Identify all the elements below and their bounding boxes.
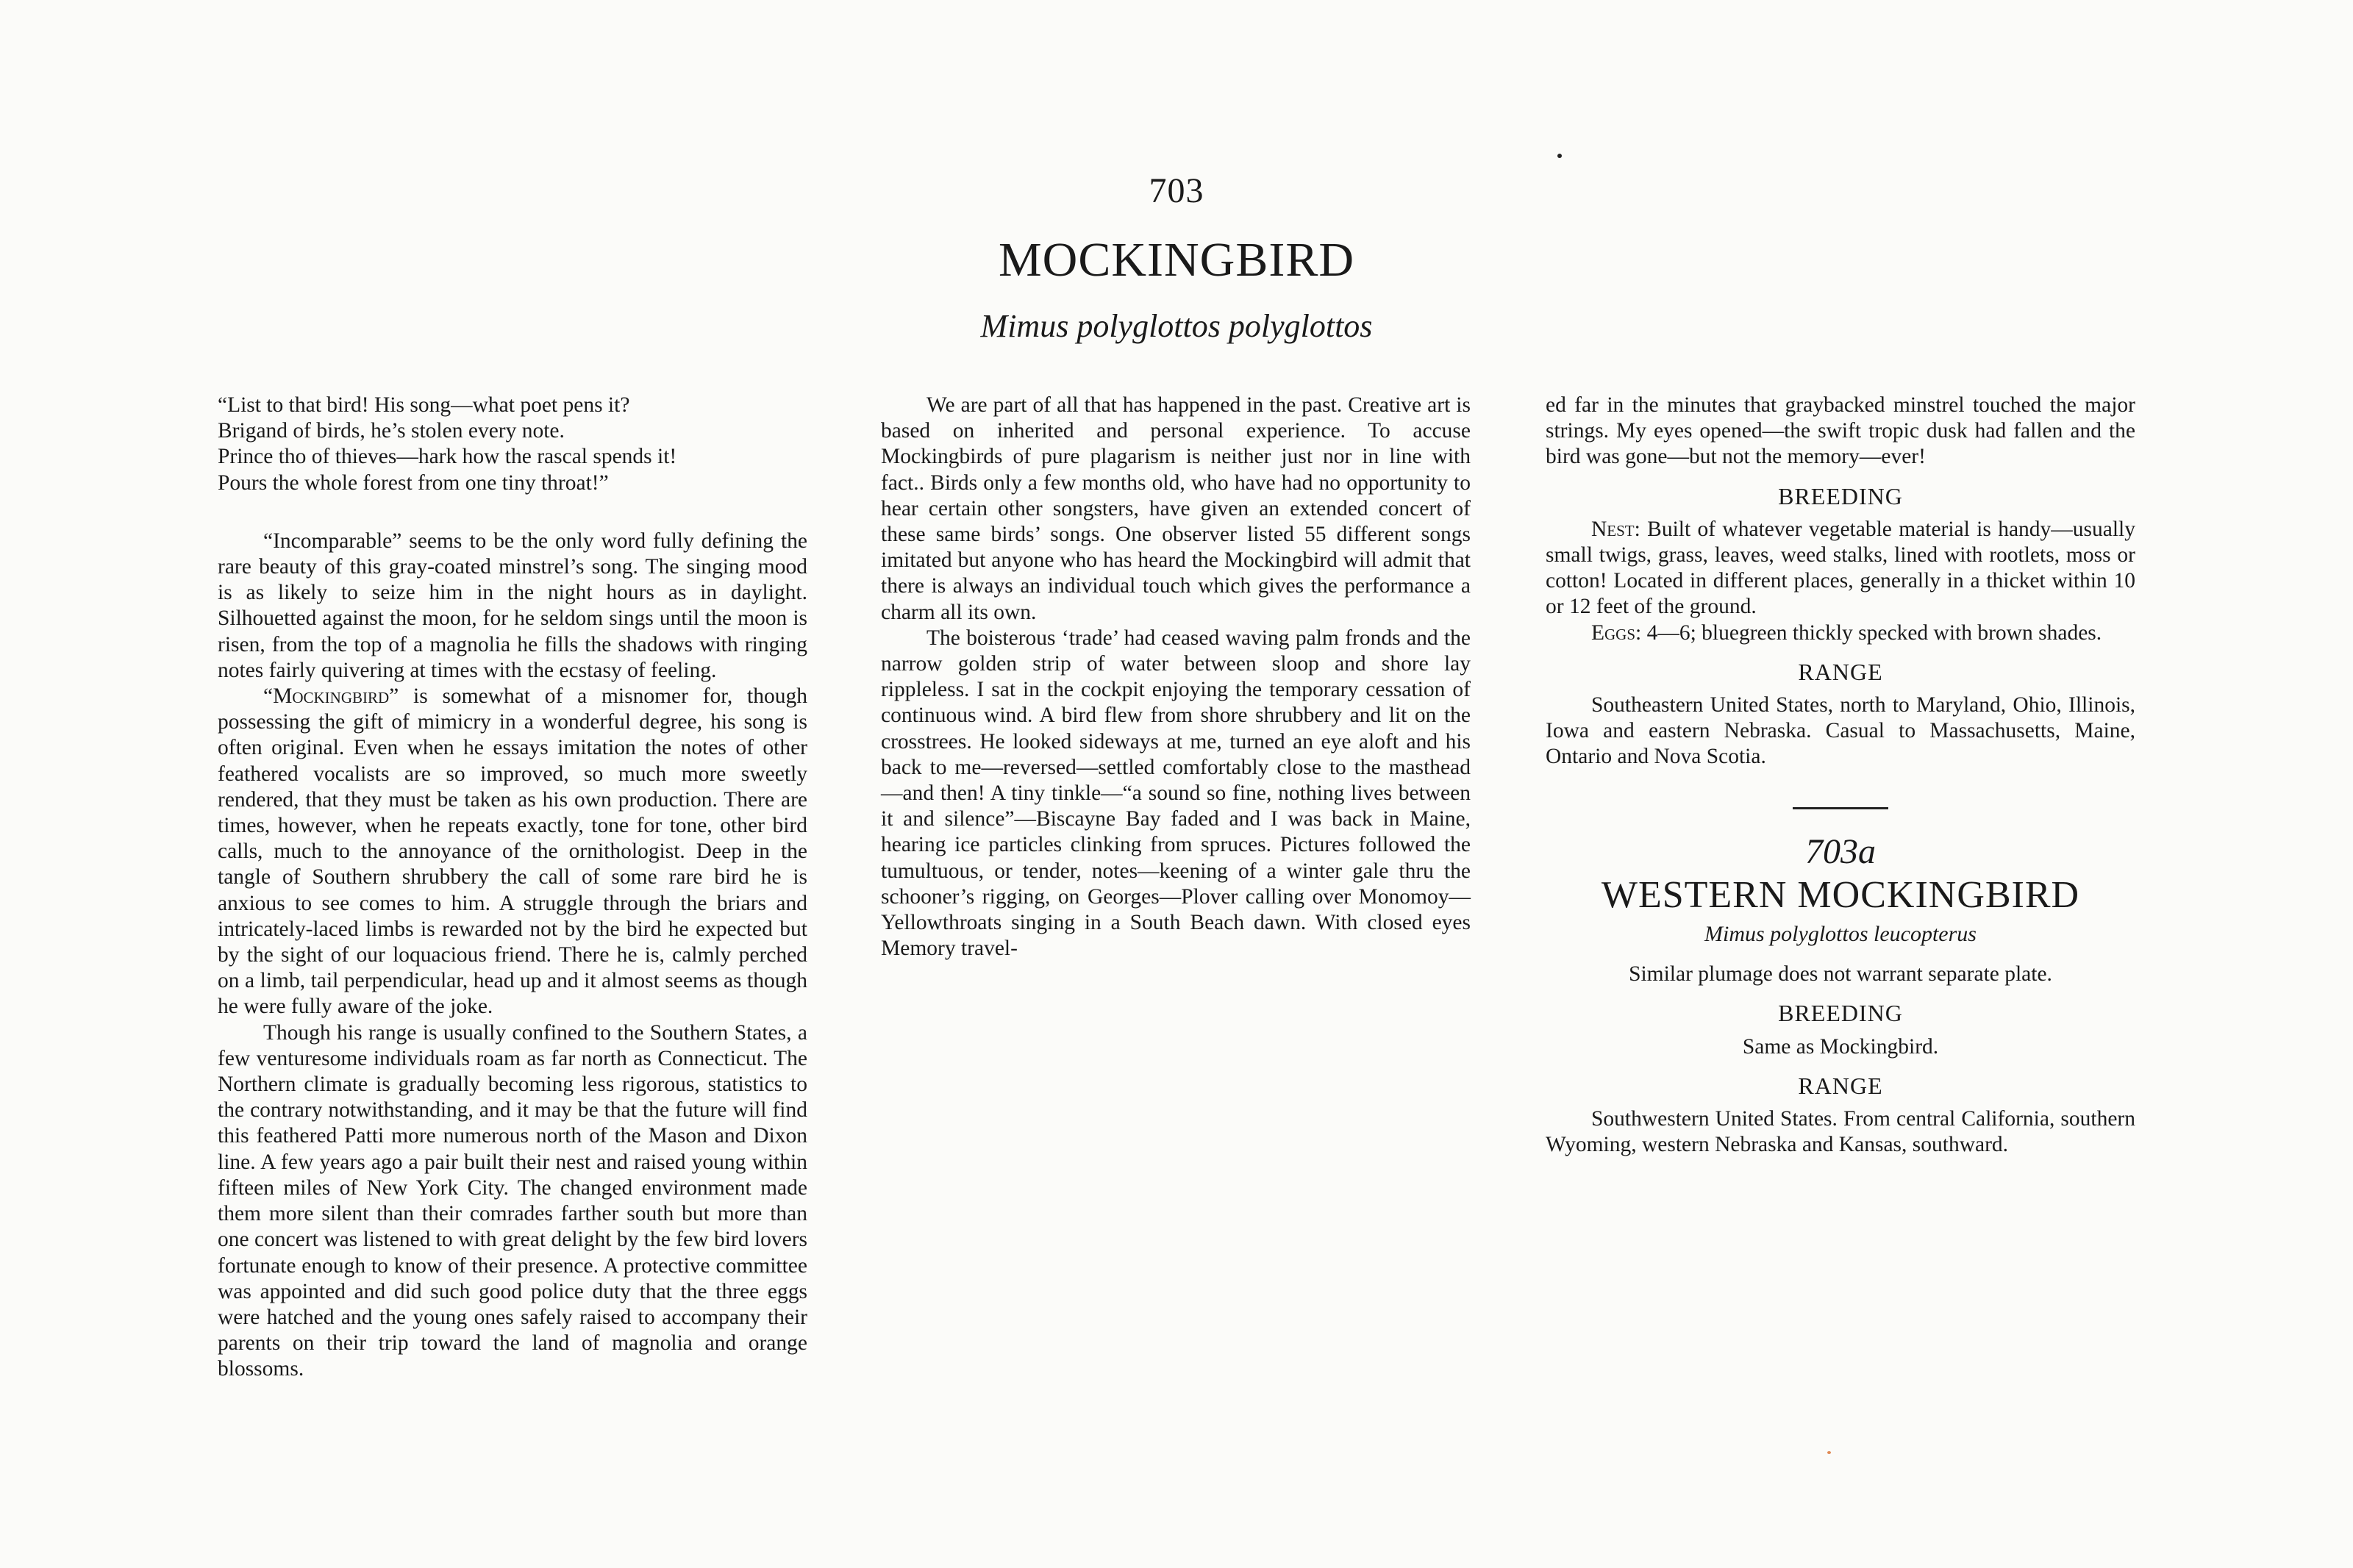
range-text: Southeastern United States, north to Maryland, Ohio, Illinois, Iowa and eastern Nebraska. Casual to Massachusetts, Maine, Ontario and Nova Scotia. [1546,693,2135,769]
nest-text: : Built of whatever vegetable material is handy—usually small twigs, grass, leaves, weed stalks, lined with rootlets, moss or cotton! Located in different places, generally in a thicket within 10 or 12 feet of the ground. [1546,517,2135,619]
poem-line: Prince tho of thieves—hark how the rascal spends it! [218,445,677,469]
color-speck [1827,1451,1831,1454]
paragraph: The boisterous ‘trade’ had ceased waving palm fronds and the narrow golden strip of water between sloop and shore lay rippleless. I sat in the cockpit enjoying the temporary cessation of continuous wind. A bird flew from shore shrubbery and lit on the crosstrees. He looked sideways at me, turned an eye aloft and his back to me—reversed—settled comfortably close to the masthead—and then! A tiny tinkle—“a sound so fine, nothing lives between it and silence”—Biscayne Bay faded and I was back in Maine, hearing ice particles clinking from spruces. Pictures followed the tumultuous, or tender, notes—keening of a winter gale thru the schooner’s rigging, on Georges—Plover calling over Monomoy—Yellowthroats singing in a South Beach dawn. With closed eyes Memory travel- [881,626,1471,961]
eggs-paragraph [1546,620,2135,646]
entry-scientific-name: Mimus polyglottos polyglottos [980,308,1373,344]
subentry-breeding-heading: BREEDING [1778,1000,1903,1027]
eggs-text: : 4—6; bluegreen thickly specked with brown shades. [1635,620,2102,645]
section-divider [1793,807,1888,809]
text-column-3 [1546,393,2135,1158]
paragraph-continuation: ed far in the minutes that graybacked minstrel touched the major strings. My eyes opened—the swift tropic dusk had fallen and the bird was gone—but not the memory—ever! [1546,393,2135,469]
paragraph: We are part of all that has happened in the past. Creative art is based on inherited and personal experience. To accuse Mockingbirds of pure plagarism is neither just nor in line with fact.. Birds only a few months old, who have had no opportunity to hear certain other songsters, have given an extended concert of these same birds’ songs. One observer listed 55 different songs imitated but anyone who has heard the Mockingbird will admit that there is always an individual touch which gives the performance a charm all its own. [881,393,1471,624]
entry-title: MOCKINGBIRD [998,233,1355,287]
subentry-scientific-name: Mimus polyglottos leucopterus [1704,922,1977,947]
subentry-number: 703a [1805,831,1876,871]
paragraph-lead: “Mockingbird” [263,684,399,709]
text-column-2 [881,393,1471,962]
plumage-note: Similar plumage does not warrant separate plate. [1629,962,2052,987]
subentry-title: WESTERN MOCKINGBIRD [1601,873,2080,916]
epigraph-poem [218,393,807,496]
paragraph [218,684,807,1020]
eggs-label: Eggs [1591,620,1636,645]
subentry-breeding-text: Same as Mockingbird. [1742,1034,1939,1059]
ink-speck [1557,154,1562,158]
range-heading: RANGE [1798,658,1883,685]
paragraph: Though his range is usually confined to the Southern States, a few venturesome individuals roam as far north as Connecticut. The Northern climate is gradually becoming less rigorous, statistics to the contrary notwithstanding, and it may be that the future will find this feathered Patti more numerous north of the Mason and Dixon line. A few years ago a pair built their nest and raised young within fifteen miles of New York City. The changed environment made them more silent than their comrades farther south but more than one concert was listened to with great delight by the few bird lovers fortunate enough to know of their presence. A protective committee was appointed and did such good police duty that the three eggs were hatched and the young ones safely raised to accompany their parents on their trip toward the land of magnolia and orange blossoms. [218,1020,807,1381]
subentry-range-heading: RANGE [1798,1072,1883,1099]
entry-number: 703 [1149,171,1204,210]
subentry-range-text: Southwestern United States. From central California, southern Wyoming, western Nebraska and Kansas, southward. [1546,1107,2135,1157]
breeding-heading: BREEDING [1778,482,1903,509]
poem-line: Brigand of birds, he’s stolen every note. [218,419,565,443]
nest-label: Nest [1591,517,1635,541]
text-column-1 [218,393,807,1383]
paragraph: “Incomparable” seems to be the only word fully defining the rare beauty of this gray-coated minstrel’s song. The singing mood is as likely to seize him in the night hours as in daylight. Silhouetted against the moon, for he seldom sings until the moon is risen, from the top of a magnolia he fills the shadows with ringing notes fairly quivering at times with the ecstasy of feeling. [218,529,807,682]
nest-paragraph [1546,517,2135,620]
poem-line: Pours the whole forest from one tiny throat!” [218,470,609,495]
paragraph-body: is somewhat of a misnomer for, though possessing the gift of mimicry in a wonderful degree, his song is often original. Even when he essays imitation the notes of other feathered vocalists are so improved, so much more sweetly rendered, that they must be taken as his own production. There are times, however, when he repeats exactly, tone for tone, other bird calls, much to the annoyance of the ornithologist. Deep in the tangle of Southern shrubbery the call of some rare bird he is anxious to see comes to him. A struggle through the briars and intricately-laced limbs is rewarded not by the bird he expected but by the sight of our loquacious friend. There he is, calmly perched on a limb, tail perpendicular, head up and it almost seems as though he were fully aware of the joke. [218,684,807,1019]
poem-line: “List to that bird! His song—what poet pens it? [218,393,630,417]
